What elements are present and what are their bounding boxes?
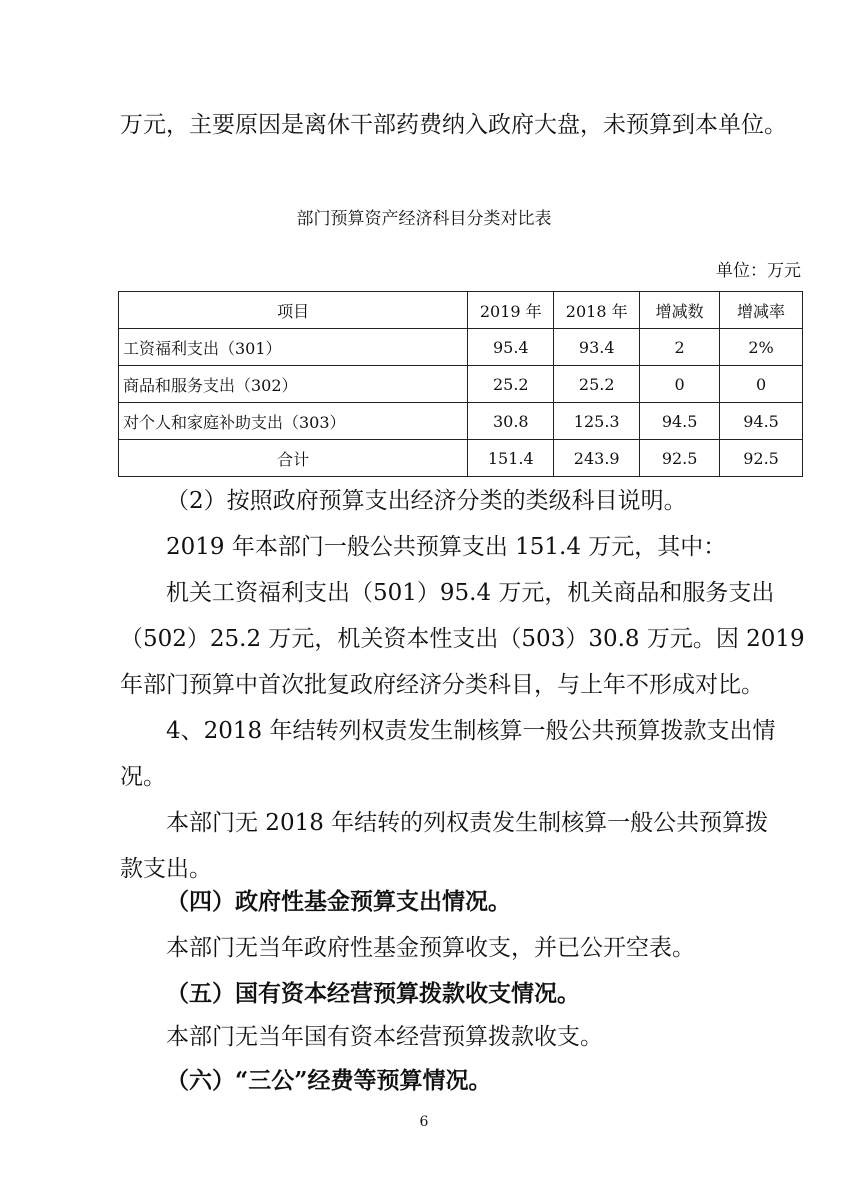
row-diff: 94.5 [640,403,720,440]
total-diff: 92.5 [640,440,720,477]
paragraph-carryover-line1: 4、2018 年结转列权责发生制核算一般公共预算拨款支出情 [166,718,776,744]
header-diff: 增减数 [640,292,720,329]
row-2018: 25.2 [554,366,640,403]
heading-state-capital: （五）国有资本经营预算拨款收支情况。 [166,980,580,1007]
paragraph-general-budget: 2019 年本部门一般公共预算支出 151.4 万元，其中： [166,534,727,560]
paragraph-breakdown-line2: （502）25.2 万元，机关资本性支出（503）30.8 万元。因 2019 [120,626,805,652]
paragraph-breakdown-line3: 年部门预算中首次批复政府经济分类科目，与上年不形成对比。 [120,672,764,698]
total-rate: 92.5 [720,440,803,477]
row-rate: 94.5 [720,403,803,440]
paragraph-breakdown-line1: 机关工资福利支出（501）95.4 万元，机关商品和服务支出 [166,580,775,606]
total-2019: 151.4 [468,440,554,477]
row-name: 工资福利支出（301） [119,329,468,366]
row-diff: 0 [640,366,720,403]
total-name: 合计 [119,440,468,477]
table-row [119,403,803,440]
row-2018: 93.4 [554,329,640,366]
budget-comparison-table [118,291,803,477]
table-unit: 单位：万元 [716,261,801,281]
row-diff: 2 [640,329,720,366]
paragraph-no-carryover-line1: 本部门无 2018 年结转的列权责发生制核算一般公共预算拨 [166,810,769,836]
table-total-row [119,440,803,477]
page-number: 6 [419,1114,429,1130]
heading-three-public: （六）“三公”经费等预算情况。 [166,1067,492,1094]
table-header-row [119,292,803,329]
paragraph-continuation: 万元，主要原因是离休干部药费纳入政府大盘，未预算到本单位。 [120,112,787,138]
row-2019: 25.2 [468,366,554,403]
paragraph-fund-budget: 本部门无当年政府性基金预算收支，并已公开空表。 [166,935,695,961]
paragraph-carryover-line2: 况。 [120,764,166,790]
header-rate: 增减率 [720,292,803,329]
header-item: 项目 [119,292,468,329]
table-row [119,329,803,366]
row-2019: 95.4 [468,329,554,366]
row-name: 商品和服务支出（302） [119,366,468,403]
row-2018: 125.3 [554,403,640,440]
row-rate: 0 [720,366,803,403]
row-name: 对个人和家庭补助支出（303） [119,403,468,440]
heading-fund-budget: （四）政府性基金预算支出情况。 [166,888,511,915]
table-title: 部门预算资产经济科目分类对比表 [296,209,552,229]
paragraph-economic-classification: （2）按照政府预算支出经济分类的类级科目说明。 [166,488,687,514]
row-rate: 2% [720,329,803,366]
row-2019: 30.8 [468,403,554,440]
paragraph-no-carryover-line2: 款支出。 [120,856,212,882]
paragraph-state-capital: 本部门无当年国有资本经营预算拨款收支。 [166,1024,603,1050]
header-2018: 2018 年 [554,292,640,329]
total-2018: 243.9 [554,440,640,477]
header-2019: 2019 年 [468,292,554,329]
table-row [119,366,803,403]
